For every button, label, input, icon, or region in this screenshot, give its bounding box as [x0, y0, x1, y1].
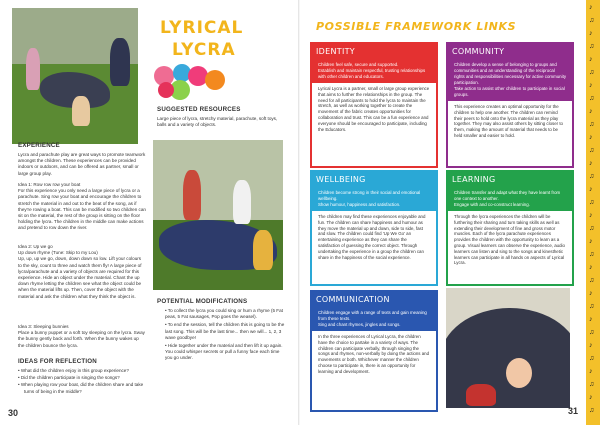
learning-outcomes: Children transfer and adapt what they have learnt from one context to another. Engage with and co-construct learning. — [448, 187, 572, 211]
music-note-icon: ♪ — [589, 108, 593, 115]
modifications-heading: POTENTIAL MODIFICATIONS — [157, 298, 248, 305]
wellbeing-outcomes: Children become strong in their social and emotional wellbeing. Show humour, happiness and satisfaction. — [312, 187, 436, 211]
music-note-icon: ♪ — [589, 264, 593, 271]
music-note-icon: ♫ — [589, 355, 595, 362]
music-note-icon: ♫ — [589, 199, 595, 206]
music-note-icon: ♪ — [589, 290, 593, 297]
music-note-icon: ♪ — [589, 186, 593, 193]
photo-children-lycra-playground — [153, 140, 283, 290]
wellbeing-heading: WELLBEING — [312, 172, 436, 187]
resources-heading: SUGGESTED RESOURCES — [157, 106, 241, 113]
ball-orange — [205, 70, 225, 90]
reflection-heading: IDEAS FOR REFLECTION — [18, 358, 97, 365]
music-note-icon: ♪ — [589, 238, 593, 245]
reflection-list — [18, 368, 146, 395]
music-note-icon: ♫ — [589, 251, 595, 258]
page-number-right: 31 — [568, 406, 579, 416]
idea-2-text: Idea 2: Up we go Up down rhyme (Tune: Skip to my Lou) Up, up, up we go, down, down down so low. Lift your colours to the sky, count to three and watch them fly! A large piece of lycra/parachute and a variety of objects are required for this experience. Hide an object under the material. Chant the up down rhyme letting the children see what the object could be when the material lifts up. Then, cover the object with the material and ask the children what they think the object is. — [18, 244, 142, 299]
music-note-stripe — [586, 0, 600, 425]
reflection-item: • What did the children enjoy in this group experience? — [18, 368, 129, 373]
community-text: This experience creates an optimal opportunity for the children to help one another. The children can remind their peers to hold onto the lycra material as they play together. They may also assist others by sitting closer to them, making the amount of material that needs to be held smaller and easier to hold. — [454, 104, 564, 138]
music-note-icon: ♪ — [589, 316, 593, 323]
music-note-icon: ♪ — [589, 30, 593, 37]
page-number-left: 30 — [8, 408, 19, 418]
music-note-icon: ♪ — [589, 160, 593, 167]
music-note-icon: ♫ — [589, 69, 595, 76]
ball-red — [158, 82, 174, 98]
idea-1-text: Idea 1: Row row row your boat For this experience you only need a large piece of lycra or a parachute. Sing row your boat and encourage the children to stretch the material in and out to the beat of the song, as if they're rowing a boat. This can be modified so two children can sit on the material, the rest of the group is sitting on the floor holding the lycra. The children in the middle can make actions and pretend to row down the river. — [18, 182, 146, 231]
learning-text: Through the lycra experiences the children will be furthering their sharing and turn taking skills as well as extending their development of fine and gross motor muscles. Each of the lycra parachute experiences provides the children with the opportunity to learn as a group. Visual learners can observe the experience, audio learners can listen and sing to the songs and kinesthetic learners can participate in all hands on aspects of Lyrical Lycra. — [454, 214, 565, 266]
music-note-icon: ♫ — [589, 147, 595, 154]
page-title-line2: LYCRA — [172, 40, 236, 60]
learning-box — [446, 170, 574, 286]
framework-title: POSSIBLE FRAMEWORK LINKS — [316, 20, 517, 33]
resources-text: Large piece of lycra, stretchy material, parachute, soft toys, balls and a variety of objects. — [157, 116, 278, 128]
music-note-icon: ♪ — [589, 82, 593, 89]
communication-box — [310, 290, 438, 412]
music-note-icon: ♫ — [589, 121, 595, 128]
communication-text: In the three experiences of Lyrical Lycra, the children have the choice to partake in a variety of ways. The children can participate verbally, through singing the songs and rhymes, non-verbally by doing the actions and movements or both. Whichever manner the children choose to participate in, there is an opportunity for learning and development. — [318, 334, 430, 374]
right-page — [300, 0, 600, 425]
music-note-icon: ♪ — [589, 212, 593, 219]
communication-outcomes: Children engage with a range of texts and gain meaning from these texts. Sing and chant rhymes, jingles and songs. — [312, 307, 436, 331]
idea-3-text: Idea 3: Sleeping bunnies Place a bunny puppet or a soft toy sleeping on the lycra. Sway the bunny gently back and forth. When the bunny wakes up the children bounce the lycra. — [18, 324, 145, 348]
music-note-icon: ♫ — [589, 277, 595, 284]
music-note-icon: ♪ — [589, 342, 593, 349]
music-note-icon: ♫ — [589, 381, 595, 388]
wellbeing-text: The children may find these experiences enjoyable and fun. The children can share happiness and humour as they move the material up and down, side to side, fast and slow. The children could find 'Up We Go' an entertaining experience as they can share the satisfaction of guessing the correct object. Through undertaking the experience in a group the children can share in the happiness of the social experience. — [318, 214, 426, 260]
community-heading: COMMUNITY — [448, 44, 572, 59]
identity-box — [310, 42, 438, 168]
music-note-icon: ♫ — [589, 173, 595, 180]
music-note-icon: ♪ — [589, 368, 593, 375]
music-note-icon: ♫ — [589, 17, 595, 24]
music-note-icon: ♫ — [589, 225, 595, 232]
music-note-icon: ♫ — [589, 329, 595, 336]
music-note-icon: ♫ — [589, 407, 595, 414]
music-note-icon: ♪ — [589, 4, 593, 11]
learning-heading: LEARNING — [448, 172, 572, 187]
experience-text: Lycra and parachute play are great ways to promote teamwork amongst the children. These experiences can be provided indoors or outdoors, and can be offered as partner, small or large group play. — [18, 152, 146, 176]
music-note-icon: ♪ — [589, 56, 593, 63]
music-note-icon: ♫ — [589, 303, 595, 310]
identity-outcomes: Children feel safe, secure and supported. Establish and maintain respectful, trusting relationships with other children and educators. — [312, 59, 436, 83]
photo-children-lycra-outdoor — [12, 8, 138, 144]
music-note-icon: ♫ — [589, 43, 595, 50]
page-title-line1: LYRICAL — [160, 18, 244, 38]
communication-heading: COMMUNICATION — [312, 292, 436, 307]
reflection-item: • Did the children participate in singing the songs? — [18, 375, 120, 381]
reflection-item: • When playing row your boat, did the children share and take turns of being in the middle? — [18, 382, 144, 394]
modification-item: • To collect the lycra you could sing or hum a rhyme (5 Fat peas, 5 Fat sausages, Pop goes the weasel). — [165, 308, 283, 320]
modifications-list — [157, 308, 285, 362]
community-outcomes: Children develop a sense of belonging to groups and communities and an understanding of the reciprocal rights and responsibilities necessary for active community participation. Take action to assist other children to participate in social groups. — [448, 59, 572, 101]
photo-children-under-lycra — [446, 288, 570, 408]
music-note-icon: ♪ — [589, 134, 593, 141]
music-note-icon: ♪ — [589, 394, 593, 401]
music-note-icon: ♫ — [589, 95, 595, 102]
identity-heading: IDENTITY — [312, 44, 436, 59]
community-box — [446, 42, 574, 168]
identity-text: Lyrical Lycra is a partner, small or large group experience that aims to further the relationships in the group. The need for all participants to hold the lycra to maintain the stretch, as well as working together to create the movement of the fabric creates opportunities for collaboration and trust. This can be a fun experience and everyone should be encouraged to participate, including the Educators. — [318, 86, 430, 132]
modification-item: • To end the session, tell the children this is going to be the last song. This will be the last time... then we will... 1, 2, 3 wave goodbye! — [165, 322, 285, 340]
wellbeing-box — [310, 170, 438, 286]
experience-heading: EXPERIENCE — [18, 142, 60, 149]
modification-item: • Hide together under the material and then lift it up again. You could whisper secrets or pull a funny face each time you go under. — [165, 343, 283, 361]
